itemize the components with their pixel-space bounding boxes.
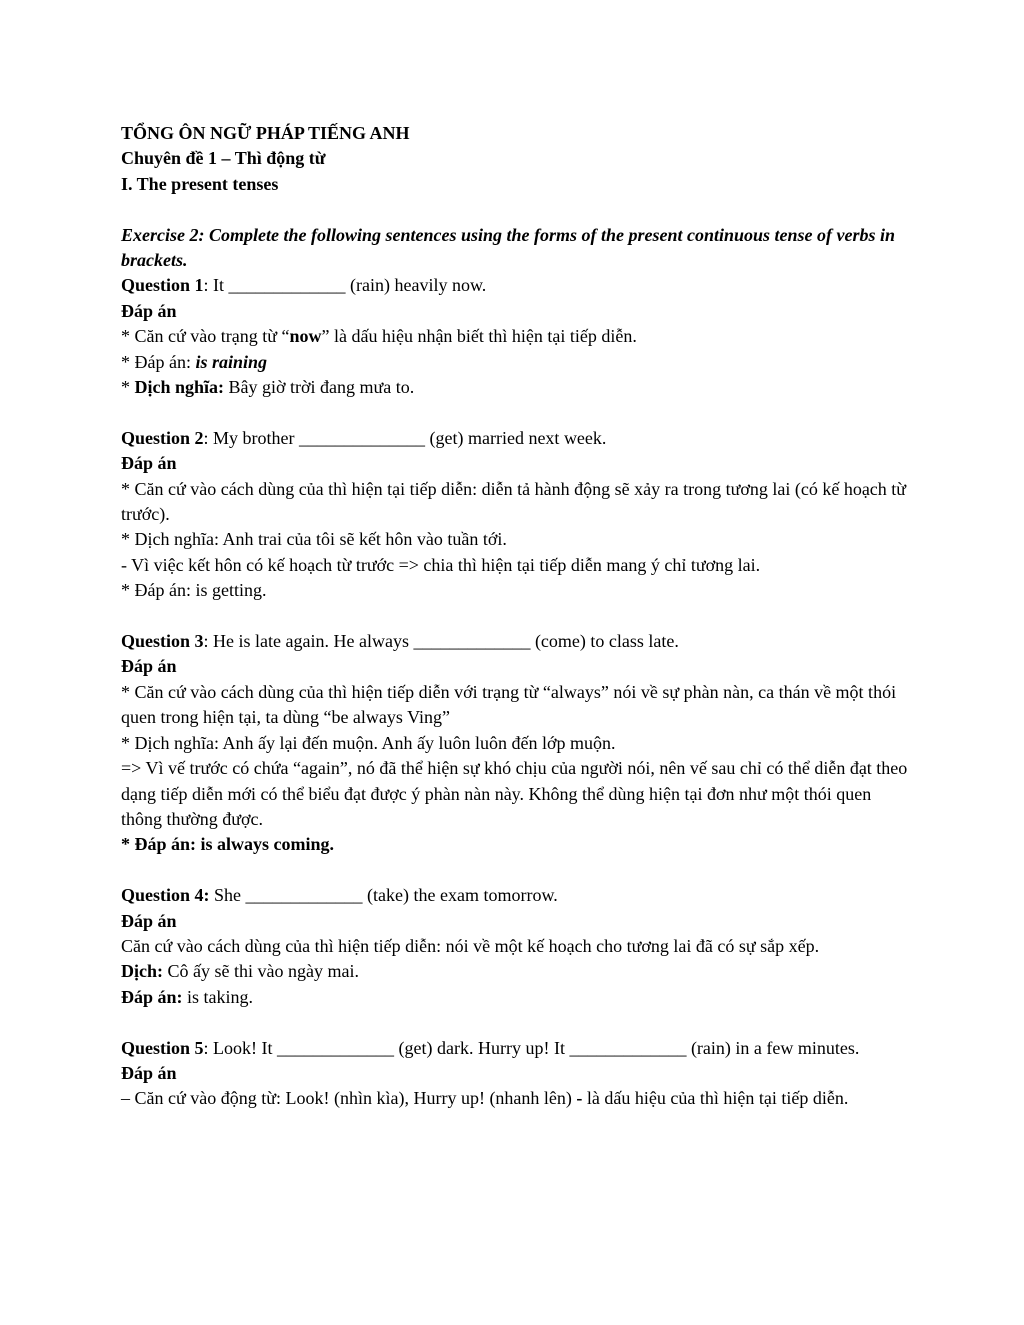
document-title: TỔNG ÔN NGỮ PHÁP TIẾNG ANH <box>121 123 410 143</box>
question-2: Question 2: My brother ______________ (get) married next week. <box>121 427 607 448</box>
translation-line: * Dịch nghĩa: Anh trai của tôi sẽ kết hôn vào tuần tới. <box>121 529 507 550</box>
explanation-line: * Căn cứ vào cách dùng của thì hiện tiếp diễn với trạng từ “always” nói về sự phàn nàn, ca thán về một thói quen trong hiện tại, ta dùng “be always Ving” <box>121 681 897 728</box>
explanation-line: * Căn cứ vào cách dùng của thì hiện tại tiếp diễn: diễn tả hành động sẽ xảy ra trong tương lai (có kế hoạch từ trước). <box>121 478 907 525</box>
explanation-line: - Vì việc kết hôn có kế hoạch từ trước => chia thì hiện tại tiếp diễn mang ý chỉ tương lai. <box>121 554 761 575</box>
question-1: Question 1: It _____________ (rain) heavily now. <box>121 275 487 296</box>
question-label: Question 2 <box>121 427 204 448</box>
answer-line: Đáp án: is taking. <box>121 986 254 1007</box>
question-label: Question 1 <box>121 275 204 296</box>
question-label: Question 5 <box>121 1037 204 1058</box>
topic-heading: Chuyên đề 1 – Thì động từ <box>121 148 326 169</box>
answer-line: * Đáp án: is getting. <box>121 580 267 601</box>
answer-heading: Đáp án <box>121 300 177 321</box>
answer-heading: Đáp án <box>121 453 177 474</box>
translation-line: * Dịch nghĩa: Bây giờ trời đang mưa to. <box>121 377 415 398</box>
answer-line: * Đáp án: is raining <box>121 351 268 372</box>
answer-heading: Đáp án <box>121 1062 177 1083</box>
document-page <box>121 121 911 1112</box>
explanation-line: – Căn cứ vào động từ: Look! (nhìn kìa), Hurry up! (nhanh lên) - là dấu hiệu của thì hiện tại tiếp diễn. <box>121 1088 849 1109</box>
answer-heading: Đáp án <box>121 910 177 931</box>
question-label: Question 3 <box>121 631 204 652</box>
section-heading: I. The present tenses <box>121 173 279 194</box>
question-label: Question 4: <box>121 885 210 906</box>
explanation-line: Căn cứ vào cách dùng của thì hiện tiếp diễn: nói về một kế hoạch cho tương lai đã có sự sắp xếp. <box>121 935 820 956</box>
answer-line: * Đáp án: is always coming. <box>121 834 335 855</box>
exercise-instruction: Exercise 2: Complete the following sentences using the forms of the present continuous tense of verbs in brackets. <box>121 224 896 271</box>
answer-heading: Đáp án <box>121 656 177 677</box>
question-5: Question 5: Look! It _____________ (get) dark. Hurry up! It _____________ (rain) in a few minutes. <box>121 1037 860 1058</box>
explanation-line: => Vì vế trước có chứa “again”, nó đã thể hiện sự khó chịu của người nói, nên vế sau chỉ có thể diễn đạt theo dạng tiếp diễn mới có thể biểu đạt được ý phàn nàn này. Không thể dùng hiện tại đơn như một thói quen thông thường được. <box>121 758 908 829</box>
explanation-line: * Căn cứ vào trạng từ “now” là dấu hiệu nhận biết thì hiện tại tiếp diễn. <box>121 326 637 347</box>
question-3: Question 3: He is late again. He always _____________ (come) to class late. <box>121 631 679 652</box>
translation-line: Dịch: Cô ấy sẽ thi vào ngày mai. <box>121 961 359 982</box>
translation-line: * Dịch nghĩa: Anh ấy lại đến muộn. Anh ấy luôn luôn đến lớp muộn. <box>121 732 616 753</box>
question-4: Question 4: She _____________ (take) the exam tomorrow. <box>121 885 558 906</box>
